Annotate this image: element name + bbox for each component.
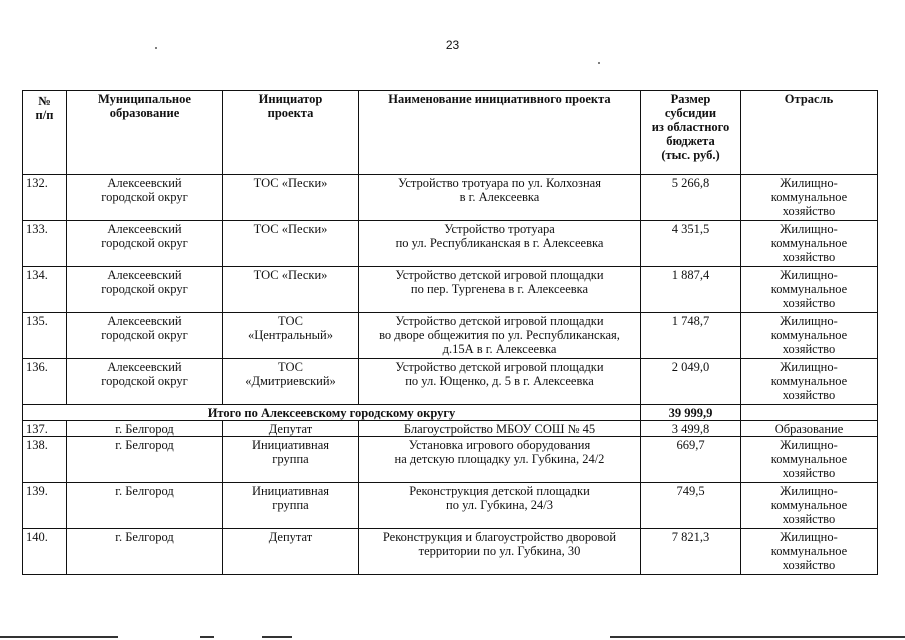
header-municipality	[67, 91, 223, 175]
subsidy-cell: 5 266,8	[641, 175, 741, 221]
total-value: 39 999,9	[641, 405, 741, 421]
text-line: Алексеевский	[107, 314, 182, 328]
subsidy-cell: 4 351,5	[641, 221, 741, 267]
project-name-cell	[359, 221, 641, 267]
text-line: г. Белгород	[115, 530, 174, 544]
text-line: хозяйство	[782, 342, 836, 356]
table-row	[23, 221, 878, 267]
table-header-row	[23, 91, 878, 175]
municipality-cell	[67, 267, 223, 313]
text-line: Алексеевский	[107, 222, 182, 236]
text-line: Депутат	[268, 422, 313, 436]
subsidy-cell: 749,5	[641, 483, 741, 529]
text-line: коммунальное	[770, 544, 848, 558]
industry-cell	[741, 359, 878, 405]
text-line: г. Белгород	[115, 422, 174, 436]
text-line: проекта	[267, 106, 314, 120]
subsidy-cell: 7 821,3	[641, 529, 741, 575]
text-line: ТОС	[278, 360, 303, 374]
text-line: Алексеевский	[107, 176, 182, 190]
municipality-cell	[67, 421, 223, 437]
text-line: Жилищно-	[780, 530, 838, 544]
text-line: по ул. Республиканская в г. Алексеевка	[395, 236, 604, 250]
subsidy-cell: 3 499,8	[641, 421, 741, 437]
subsidy-cell: 2 049,0	[641, 359, 741, 405]
industry-cell	[741, 437, 878, 483]
table-row	[23, 483, 878, 529]
row-number: 137.	[23, 421, 67, 437]
text-line: ТОС «Пески»	[253, 268, 328, 282]
text-line: хозяйство	[782, 466, 836, 480]
text-line: Реконструкция детской площадки	[409, 484, 590, 498]
subsidy-cell: 1 887,4	[641, 267, 741, 313]
header-initiator	[223, 91, 359, 175]
header-subsidy	[641, 91, 741, 175]
text-line: городской округ	[101, 374, 188, 388]
initiator-cell	[223, 437, 359, 483]
text-line: Жилищно-	[780, 314, 838, 328]
text-line: образование	[109, 106, 180, 120]
municipality-cell	[67, 313, 223, 359]
subsidy-cell: 669,7	[641, 437, 741, 483]
text-line: Инициатор	[258, 92, 323, 106]
text-line: Устройство детской игровой площадки	[395, 268, 604, 282]
municipality-cell	[67, 359, 223, 405]
text-line: Муниципальное	[98, 92, 191, 106]
text-line: г. Белгород	[115, 438, 174, 452]
text-line: по ул. Ющенко, д. 5 в г. Алексеевка	[405, 374, 594, 388]
text-line: ТОС	[278, 314, 303, 328]
text-line: коммунальное	[770, 328, 848, 342]
text-line: «Дмитриевский»	[245, 374, 336, 388]
text-line: хозяйство	[782, 250, 836, 264]
row-number: 138.	[23, 437, 67, 483]
text-line: Размер	[670, 92, 711, 106]
text-line: г. Белгород	[115, 484, 174, 498]
text-line: городской округ	[101, 236, 188, 250]
text-line: Алексеевский	[107, 268, 182, 282]
text-line: на детскую площадку ул. Губкина, 24/2	[394, 452, 605, 466]
text-line: субсидии	[664, 106, 717, 120]
project-name-cell	[359, 313, 641, 359]
text-line: Устройство детской игровой площадки	[395, 314, 604, 328]
table-row	[23, 421, 878, 437]
text-line: группа	[272, 452, 309, 466]
text-line: хозяйство	[782, 512, 836, 526]
text-line: хозяйство	[782, 204, 836, 218]
industry-cell	[741, 421, 878, 437]
text-line: Реконструкция и благоустройство дворовой	[382, 530, 617, 544]
text-line: Алексеевский	[107, 360, 182, 374]
initiator-cell	[223, 359, 359, 405]
text-line: коммунальное	[770, 452, 848, 466]
initiator-cell	[223, 483, 359, 529]
text-line: коммунальное	[770, 374, 848, 388]
table-row	[23, 529, 878, 575]
municipality-cell	[67, 483, 223, 529]
table-row	[23, 359, 878, 405]
table-row	[23, 437, 878, 483]
initiator-cell	[223, 421, 359, 437]
total-row	[23, 405, 878, 421]
text-line: Депутат	[268, 530, 313, 544]
text-line: Инициативная	[251, 484, 330, 498]
scan-edge-line	[262, 636, 292, 638]
municipality-cell	[67, 437, 223, 483]
row-number: 132.	[23, 175, 67, 221]
industry-cell	[741, 313, 878, 359]
project-name-cell	[359, 421, 641, 437]
text-line: во дворе общежития по ул. Республиканская,	[379, 328, 620, 342]
project-name-cell	[359, 267, 641, 313]
industry-cell	[741, 483, 878, 529]
initiator-cell	[223, 175, 359, 221]
text-line: в г. Алексеевка	[459, 190, 540, 204]
text-line: д.15А в г. Алексеевка	[442, 342, 557, 356]
project-name-cell	[359, 529, 641, 575]
text-line: бюджета	[666, 134, 715, 148]
text-line: городской округ	[101, 282, 188, 296]
text-line: коммунальное	[770, 498, 848, 512]
industry-cell	[741, 175, 878, 221]
subsidy-table	[22, 90, 878, 575]
scan-speck	[598, 62, 600, 64]
text-line: городской округ	[101, 190, 188, 204]
industry-cell	[741, 529, 878, 575]
text-line: Жилищно-	[780, 360, 838, 374]
text-line: коммунальное	[770, 282, 848, 296]
initiator-cell	[223, 529, 359, 575]
scan-speck	[155, 47, 157, 49]
text-line: Установка игрового оборудования	[408, 438, 591, 452]
row-number: 134.	[23, 267, 67, 313]
text-line: Благоустройство МБОУ СОШ № 45	[403, 422, 596, 436]
table-row	[23, 267, 878, 313]
text-line: (тыс. руб.)	[661, 148, 720, 162]
text-line: городской округ	[101, 328, 188, 342]
scan-edge-line	[0, 636, 118, 638]
text-line: Жилищно-	[780, 484, 838, 498]
text-line: Устройство тротуара по ул. Колхозная	[398, 176, 601, 190]
text-line: Устройство детской игровой площадки	[395, 360, 604, 374]
initiator-cell	[223, 267, 359, 313]
text-line: Инициативная	[251, 438, 330, 452]
project-name-cell	[359, 175, 641, 221]
industry-cell	[741, 267, 878, 313]
text-line: коммунальное	[770, 236, 848, 250]
text-line: хозяйство	[782, 296, 836, 310]
text-line: Жилищно-	[780, 438, 838, 452]
text-line: п/п	[35, 108, 54, 122]
text-line: по пер. Тургенева в г. Алексеевка	[410, 282, 589, 296]
text-line: «Центральный»	[247, 328, 333, 342]
row-number: 136.	[23, 359, 67, 405]
header-project-name: Наименование инициативного проекта	[359, 91, 641, 175]
text-line: из областного	[651, 120, 730, 134]
text-line: группа	[272, 498, 309, 512]
initiator-cell	[223, 313, 359, 359]
text-line: хозяйство	[782, 558, 836, 572]
project-name-cell	[359, 359, 641, 405]
text-line: ТОС «Пески»	[253, 222, 328, 236]
total-empty-cell	[741, 405, 878, 421]
scan-edge-line	[610, 636, 905, 638]
row-number: 133.	[23, 221, 67, 267]
initiator-cell	[223, 221, 359, 267]
header-industry: Отрасль	[741, 91, 878, 175]
scan-edge-line	[200, 636, 214, 638]
municipality-cell	[67, 221, 223, 267]
table-row	[23, 313, 878, 359]
text-line: Жилищно-	[780, 268, 838, 282]
row-number: 135.	[23, 313, 67, 359]
table-row	[23, 175, 878, 221]
text-line: по ул. Губкина, 24/3	[446, 498, 553, 512]
table-body	[23, 175, 878, 575]
subsidy-cell: 1 748,7	[641, 313, 741, 359]
text-line: Жилищно-	[780, 222, 838, 236]
project-name-cell	[359, 483, 641, 529]
text-line: №	[38, 94, 51, 108]
page-number: 23	[445, 38, 460, 52]
text-line: хозяйство	[782, 388, 836, 402]
industry-cell	[741, 221, 878, 267]
header-number	[23, 91, 67, 175]
text-line: территории по ул. Губкина, 30	[418, 544, 581, 558]
text-line: коммунальное	[770, 190, 848, 204]
text-line: Образование	[774, 422, 844, 436]
row-number: 140.	[23, 529, 67, 575]
text-line: Устройство тротуара	[444, 222, 555, 236]
total-label: Итого по Алексеевскому городскому округу	[23, 405, 641, 421]
text-line: ТОС «Пески»	[253, 176, 328, 190]
municipality-cell	[67, 529, 223, 575]
row-number: 139.	[23, 483, 67, 529]
municipality-cell	[67, 175, 223, 221]
project-name-cell	[359, 437, 641, 483]
text-line: Жилищно-	[780, 176, 838, 190]
